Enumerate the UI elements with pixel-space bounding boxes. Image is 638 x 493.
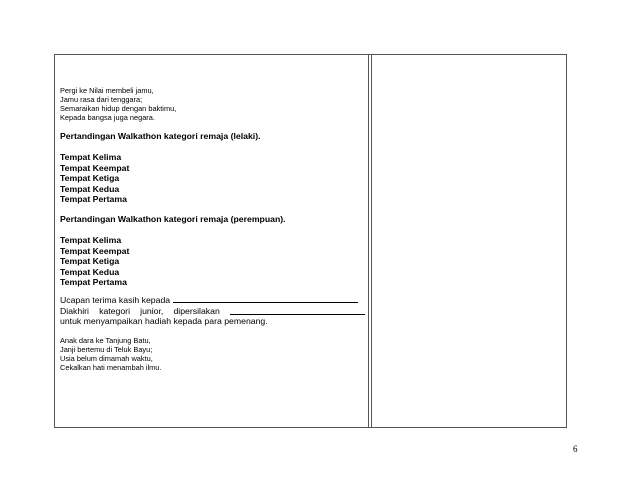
place-item: Tempat Keempat (60, 162, 130, 173)
place-item: Tempat Ketiga (60, 173, 120, 184)
column-divider (371, 55, 372, 427)
ended-word: Diakhiri (60, 305, 89, 316)
thanks-text: Ucapan terima kasih kepada (60, 294, 171, 305)
place-item: Tempat Kedua (60, 183, 120, 194)
female-category-heading: Pertandingan Walkathon kategori remaja (perempuan). (60, 213, 286, 224)
opening-pantun (60, 86, 365, 122)
ended-word: dipersilakan (173, 305, 220, 316)
thanks-blank (173, 294, 358, 303)
pantun-line: Pergi ke Nilai membeli jamu, (60, 86, 154, 95)
place-item: Tempat Pertama (60, 277, 127, 288)
ended-word: kategori (99, 305, 131, 316)
pantun-line: Jamu rasa dari tenggara; (60, 95, 143, 104)
ended-word: junior, (140, 305, 164, 316)
pantun-line: Kepada bangsa juga negara. (60, 113, 155, 122)
pantun-line: Semaraikan hidup dengan baktimu, (60, 104, 177, 113)
column-divider (368, 55, 369, 427)
male-places-list (60, 152, 365, 205)
pantun-line: Janji bertemu di Teluk Bayu; (60, 344, 153, 354)
place-item: Tempat Kelima (60, 152, 122, 162)
invite-blank (230, 306, 365, 315)
pantun-line: Usia belum dimamah waktu, (60, 353, 153, 363)
closing-pantun (60, 336, 365, 372)
script-table (54, 54, 567, 428)
female-places-list (60, 235, 365, 288)
pantun-line: Cekalkan hati menambah ilmu. (60, 362, 162, 372)
place-item: Tempat Ketiga (60, 256, 120, 267)
pantun-line: Anak dara ke Tanjung Batu, (60, 335, 151, 345)
invite-line: untuk menyampaikan hadiah kepada para pemenang. (60, 316, 268, 327)
place-item: Tempat Keempat (60, 245, 130, 256)
place-item: Tempat Kelima (60, 234, 122, 245)
place-item: Tempat Kedua (60, 266, 120, 277)
thanks-line (60, 294, 365, 306)
ended-line (60, 306, 365, 317)
place-item: Tempat Pertama (60, 194, 127, 205)
page-number: 6 (573, 444, 578, 454)
male-category-heading: Pertandingan Walkathon kategori remaja (lelaki). (60, 131, 261, 141)
script-cell (60, 86, 365, 372)
